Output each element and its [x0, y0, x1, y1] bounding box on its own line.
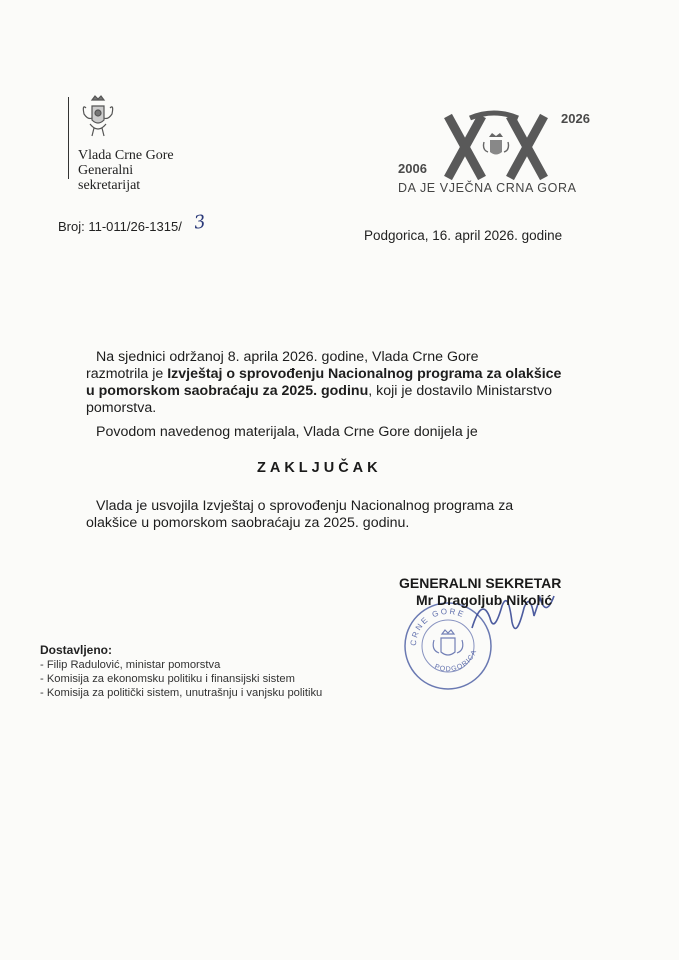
distribution-item: - Filip Radulović, ministar pomorstva [40, 659, 221, 671]
signatory-name: Mr Dragoljub Nikolić [416, 592, 553, 608]
p1-line3-plain: , koji je dostavilo Ministarstvo [368, 383, 552, 399]
anniversary-slogan: DA JE VJEČNA CRNA GORA [398, 181, 577, 195]
header-divider [68, 97, 69, 179]
reference-handwritten-suffix: 3 [192, 211, 207, 234]
p1-line2-plain: razmotrila je [86, 366, 168, 382]
paragraph-1-line-4: pomorstva. [86, 400, 157, 416]
report-title-part-1: Izvještaj o sprovođenju Nacionalnog programa za olakšice [167, 366, 562, 382]
anniversary-start-year: 2006 [398, 161, 427, 176]
paragraph-3-line-2: olakšice u pomorskom saobraćaju za 2025. godinu. [86, 515, 410, 531]
svg-text:PODGORICA [433, 649, 478, 674]
paragraph-1-line-2 [86, 366, 561, 384]
conclusion-heading: ZAKLJUČAK [257, 460, 382, 476]
report-title-part-2: u pomorskom saobraćaju za 2025. godinu [86, 383, 369, 399]
distribution-item: - Komisija za ekonomsku politiku i finansijski sistem [40, 673, 295, 685]
svg-text:CRNE GORE [409, 607, 467, 646]
paragraph-3-line-1: Vlada je usvojila Izvještaj o sprovođenju Nacionalnog programa za [96, 498, 514, 514]
paragraph-1-line-1: Na sjednici održanoj 8. aprila 2026. godine, Vlada Crne Gore [96, 349, 479, 365]
paragraph-1-line-3 [86, 383, 552, 401]
distribution-item: - Komisija za politički sistem, unutrašnju i vanjsku politiku [40, 687, 323, 699]
anniversary-end-year: 2026 [561, 111, 590, 126]
organization-line-3: sekretarijat [78, 178, 141, 193]
coat-of-arms-icon [78, 94, 118, 140]
signatory-title: GENERALNI SEKRETAR [399, 575, 562, 591]
document-date: Podgorica, 16. april 2026. godine [364, 228, 563, 243]
stamp-top-text: CRNE GORE [408, 606, 467, 647]
organization-line-2: Generalni [78, 163, 134, 178]
reference-label: Broj: [58, 219, 85, 234]
reference-number [58, 219, 182, 234]
stamp-bottom-text: PODGORICA [433, 648, 479, 674]
reference-value: 11-011/26-1315/ [88, 219, 182, 234]
paragraph-2: Povodom navedenog materijala, Vlada Crne Gore donijela je [96, 424, 478, 440]
distribution-heading: Dostavljeno: [40, 643, 113, 657]
organization-line-1: Vlada Crne Gore [78, 148, 174, 163]
